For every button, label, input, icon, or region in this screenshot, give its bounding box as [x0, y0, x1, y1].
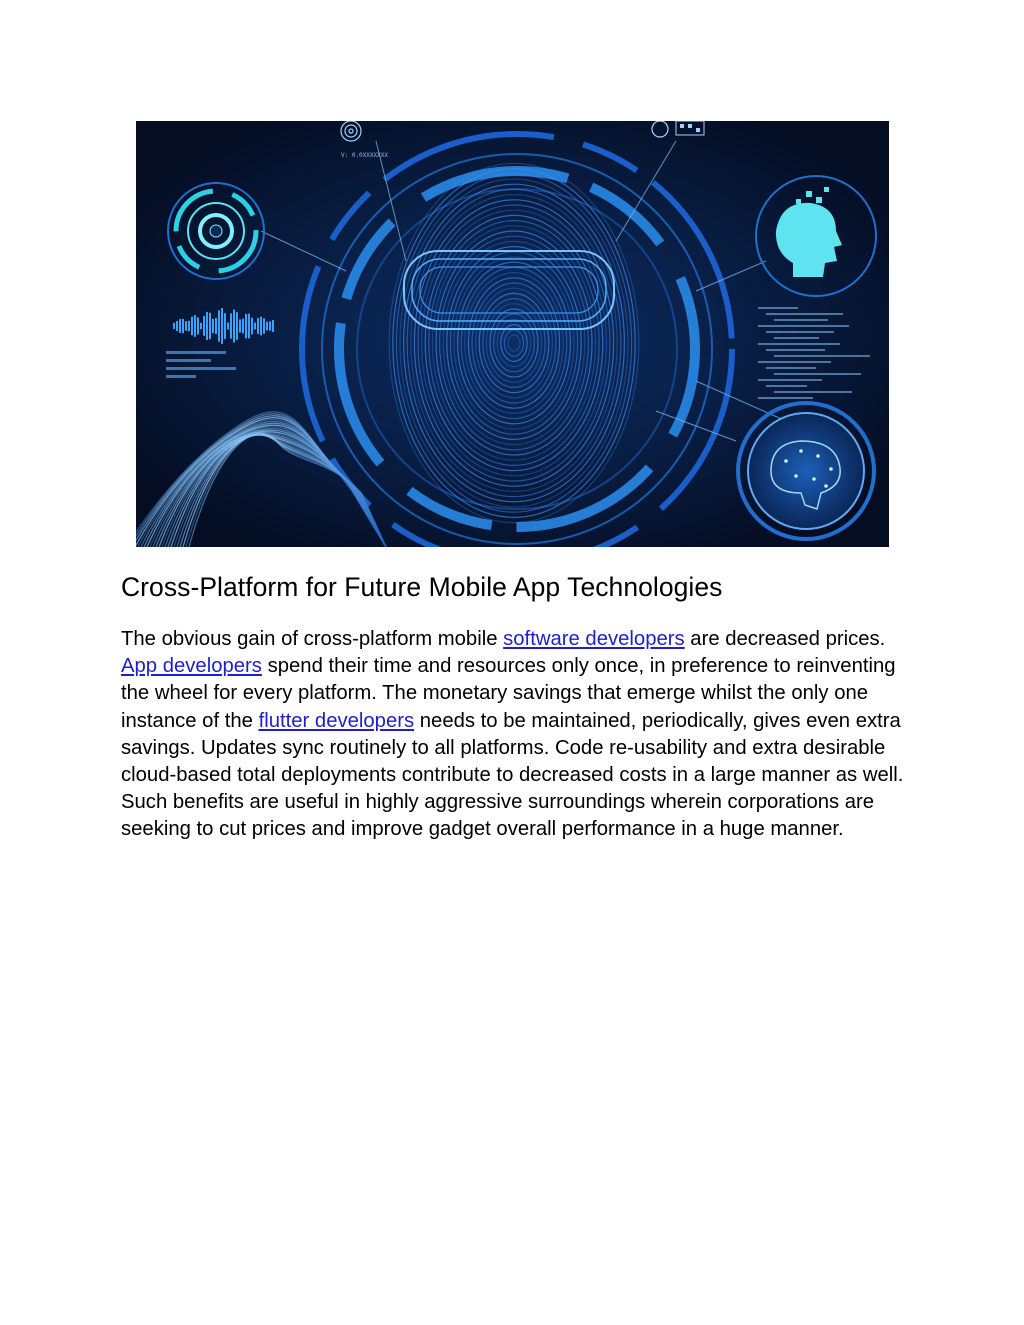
flutter-developers-link[interactable]: flutter developers [258, 709, 415, 732]
article-title: Cross-Platform for Future Mobile App Technologies [121, 572, 723, 602]
body-text-1: The obvious gain of cross-platform mobile [121, 628, 504, 650]
app-developers-link[interactable]: App developers [121, 655, 262, 678]
body-text-4: needs to be maintained, periodically, gives even extra savings. Updates sync routinely to all platforms. Code re-usability and extra desirable cloud-based total deployments contribute to decreased costs in a large manner as well. Such benefits are useful in highly aggressive surroundings wherein corporations are seeking to cut prices and improve gadget overall performance in a huge manner. [121, 709, 904, 841]
brain-icon [738, 403, 874, 539]
software-developers-link[interactable]: software developers [503, 628, 685, 650]
hero-illustration [136, 121, 889, 547]
body-text-3: spend their time and resources only once, in preference to reinventing the wheel for every platform. The monetary savings that emerge whilst the only one instance of the [121, 655, 896, 732]
body-text-2: are decreased prices. [684, 628, 886, 650]
hud-tiny-label: V: 0.0XXXXXXX [341, 152, 388, 159]
article-body [121, 626, 911, 844]
hero-image [136, 121, 889, 547]
